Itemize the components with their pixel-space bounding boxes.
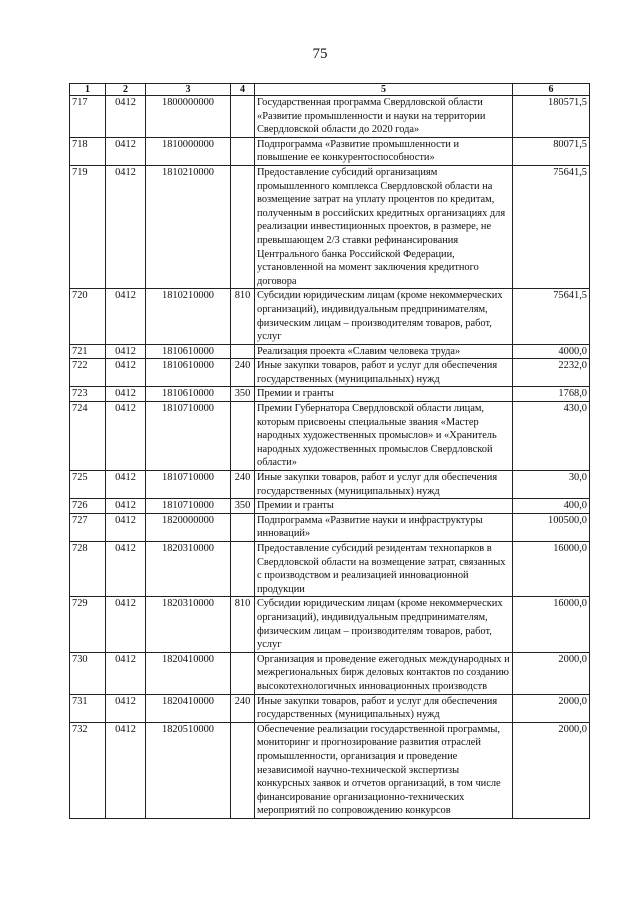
section-code-cell: 0412	[106, 722, 146, 818]
header-cell: 4	[231, 84, 255, 96]
row-number-cell: 730	[70, 652, 106, 694]
row-number-cell: 724	[70, 402, 106, 471]
amount-cell: 1768,0	[513, 387, 590, 402]
expense-type-cell	[231, 137, 255, 165]
item-name-cell: Иные закупки товаров, работ и услуг для обеспечения государственных (муниципальных) нужд	[255, 471, 513, 499]
row-number-cell: 718	[70, 137, 106, 165]
row-number-cell: 731	[70, 694, 106, 722]
table-row	[70, 344, 590, 359]
row-number-cell: 729	[70, 597, 106, 652]
section-code-cell: 0412	[106, 402, 146, 471]
target-code-cell: 1810710000	[146, 402, 231, 471]
target-code-cell: 1810210000	[146, 165, 231, 288]
amount-cell: 430,0	[513, 402, 590, 471]
expense-type-cell	[231, 402, 255, 471]
header-cell: 1	[70, 84, 106, 96]
target-code-cell: 1810610000	[146, 359, 231, 387]
table-row	[70, 96, 590, 138]
item-name-cell: Премии и гранты	[255, 499, 513, 514]
section-code-cell: 0412	[106, 597, 146, 652]
row-number-cell: 727	[70, 513, 106, 541]
table-row	[70, 499, 590, 514]
item-name-cell: Премии и гранты	[255, 387, 513, 402]
table-row	[70, 359, 590, 387]
item-name-cell: Реализация проекта «Славим человека труда»	[255, 344, 513, 359]
section-code-cell: 0412	[106, 499, 146, 514]
target-code-cell: 1820310000	[146, 597, 231, 652]
table-row	[70, 165, 590, 288]
table-row	[70, 542, 590, 597]
amount-cell: 75641,5	[513, 165, 590, 288]
row-number-cell: 722	[70, 359, 106, 387]
expense-type-cell	[231, 542, 255, 597]
item-name-cell: Субсидии юридическим лицам (кроме некоммерческих организаций), индивидуальным предпринимателям, физическим лицам – производителям товаров, работ, услуг	[255, 597, 513, 652]
section-code-cell: 0412	[106, 96, 146, 138]
expense-type-cell	[231, 722, 255, 818]
table-row	[70, 402, 590, 471]
amount-cell: 400,0	[513, 499, 590, 514]
section-code-cell: 0412	[106, 289, 146, 344]
table-header-row	[70, 84, 590, 96]
section-code-cell: 0412	[106, 694, 146, 722]
header-cell: 5	[255, 84, 513, 96]
expense-type-cell: 240	[231, 694, 255, 722]
table-row	[70, 137, 590, 165]
item-name-cell: Иные закупки товаров, работ и услуг для обеспечения государственных (муниципальных) нужд	[255, 694, 513, 722]
expense-type-cell: 240	[231, 359, 255, 387]
target-code-cell: 1820310000	[146, 542, 231, 597]
table-row	[70, 387, 590, 402]
table-row	[70, 597, 590, 652]
section-code-cell: 0412	[106, 542, 146, 597]
target-code-cell: 1810610000	[146, 387, 231, 402]
table-row	[70, 652, 590, 694]
section-code-cell: 0412	[106, 513, 146, 541]
header-cell: 3	[146, 84, 231, 96]
target-code-cell: 1820410000	[146, 694, 231, 722]
table-row	[70, 289, 590, 344]
item-name-cell: Обеспечение реализации государственной программы, мониторинг и прогнозирование развития отраслей промышленности, организация и проведение независимой научно-технической экспертизы конкурсных заявок и отчетов организаций, в том числе финансирование организационно-технических мероприятий по сопровождению конкурсов	[255, 722, 513, 818]
target-code-cell: 1810710000	[146, 499, 231, 514]
amount-cell: 2000,0	[513, 652, 590, 694]
table-row	[70, 722, 590, 818]
amount-cell: 2000,0	[513, 722, 590, 818]
row-number-cell: 719	[70, 165, 106, 288]
expense-type-cell: 810	[231, 597, 255, 652]
section-code-cell: 0412	[106, 344, 146, 359]
target-code-cell: 1810710000	[146, 471, 231, 499]
expense-type-cell: 350	[231, 499, 255, 514]
expense-type-cell: 810	[231, 289, 255, 344]
expense-type-cell: 350	[231, 387, 255, 402]
row-number-cell: 720	[70, 289, 106, 344]
target-code-cell: 1810210000	[146, 289, 231, 344]
row-number-cell: 726	[70, 499, 106, 514]
row-number-cell: 725	[70, 471, 106, 499]
expense-type-cell: 240	[231, 471, 255, 499]
amount-cell: 75641,5	[513, 289, 590, 344]
expense-type-cell	[231, 513, 255, 541]
target-code-cell: 1820000000	[146, 513, 231, 541]
page-number: 75	[312, 46, 328, 62]
table-row	[70, 471, 590, 499]
amount-cell: 2232,0	[513, 359, 590, 387]
target-code-cell: 1800000000	[146, 96, 231, 138]
amount-cell: 16000,0	[513, 542, 590, 597]
item-name-cell: Организация и проведение ежегодных международных и межрегиональных бирж деловых контактов по созданию высокотехнологичных инновационных производств	[255, 652, 513, 694]
expense-type-cell	[231, 652, 255, 694]
section-code-cell: 0412	[106, 137, 146, 165]
section-code-cell: 0412	[106, 165, 146, 288]
row-number-cell: 721	[70, 344, 106, 359]
item-name-cell: Государственная программа Свердловской области «Развитие промышленности и науки на территории Свердловской области до 2020 года»	[255, 96, 513, 138]
expense-type-cell	[231, 165, 255, 288]
amount-cell: 4000,0	[513, 344, 590, 359]
budget-table	[69, 83, 590, 819]
table-row	[70, 513, 590, 541]
row-number-cell: 717	[70, 96, 106, 138]
expense-type-cell	[231, 344, 255, 359]
row-number-cell: 732	[70, 722, 106, 818]
section-code-cell: 0412	[106, 652, 146, 694]
amount-cell: 16000,0	[513, 597, 590, 652]
expense-type-cell	[231, 96, 255, 138]
section-code-cell: 0412	[106, 359, 146, 387]
row-number-cell: 723	[70, 387, 106, 402]
target-code-cell: 1810000000	[146, 137, 231, 165]
item-name-cell: Подпрограмма «Развитие науки и инфраструктуры инноваций»	[255, 513, 513, 541]
amount-cell: 80071,5	[513, 137, 590, 165]
amount-cell: 30,0	[513, 471, 590, 499]
item-name-cell: Подпрограмма «Развитие промышленности и повышение ее конкурентоспособности»	[255, 137, 513, 165]
item-name-cell: Предоставление субсидий организациям промышленного комплекса Свердловской области на возмещение затрат на уплату процентов по кредитам, полученным в российских кредитных организациях для реализации инвестиционных проектов, в размере, не превышающем 2/3 ставки рефинансирования Центрального банка Российской Федерации, установленной на момент заключения кредитного договора	[255, 165, 513, 288]
row-number-cell: 728	[70, 542, 106, 597]
amount-cell: 180571,5	[513, 96, 590, 138]
amount-cell: 2000,0	[513, 694, 590, 722]
section-code-cell: 0412	[106, 471, 146, 499]
item-name-cell: Премии Губернатора Свердловской области лицам, которым присвоены специальные звания «Мастер народных художественных промыслов» и «Хранитель народных художественных промыслов Свердловской области»	[255, 402, 513, 471]
section-code-cell: 0412	[106, 387, 146, 402]
header-cell: 6	[513, 84, 590, 96]
item-name-cell: Субсидии юридическим лицам (кроме некоммерческих организаций), индивидуальным предпринимателям, физическим лицам – производителям товаров, работ, услуг	[255, 289, 513, 344]
item-name-cell: Иные закупки товаров, работ и услуг для обеспечения государственных (муниципальных) нужд	[255, 359, 513, 387]
target-code-cell: 1820510000	[146, 722, 231, 818]
item-name-cell: Предоставление субсидий резидентам технопарков в Свердловской области на возмещение затрат, связанных с производством и реализацией инновационной продукции	[255, 542, 513, 597]
table-row	[70, 694, 590, 722]
header-cell: 2	[106, 84, 146, 96]
table-body	[70, 96, 590, 819]
target-code-cell: 1820410000	[146, 652, 231, 694]
target-code-cell: 1810610000	[146, 344, 231, 359]
amount-cell: 100500,0	[513, 513, 590, 541]
